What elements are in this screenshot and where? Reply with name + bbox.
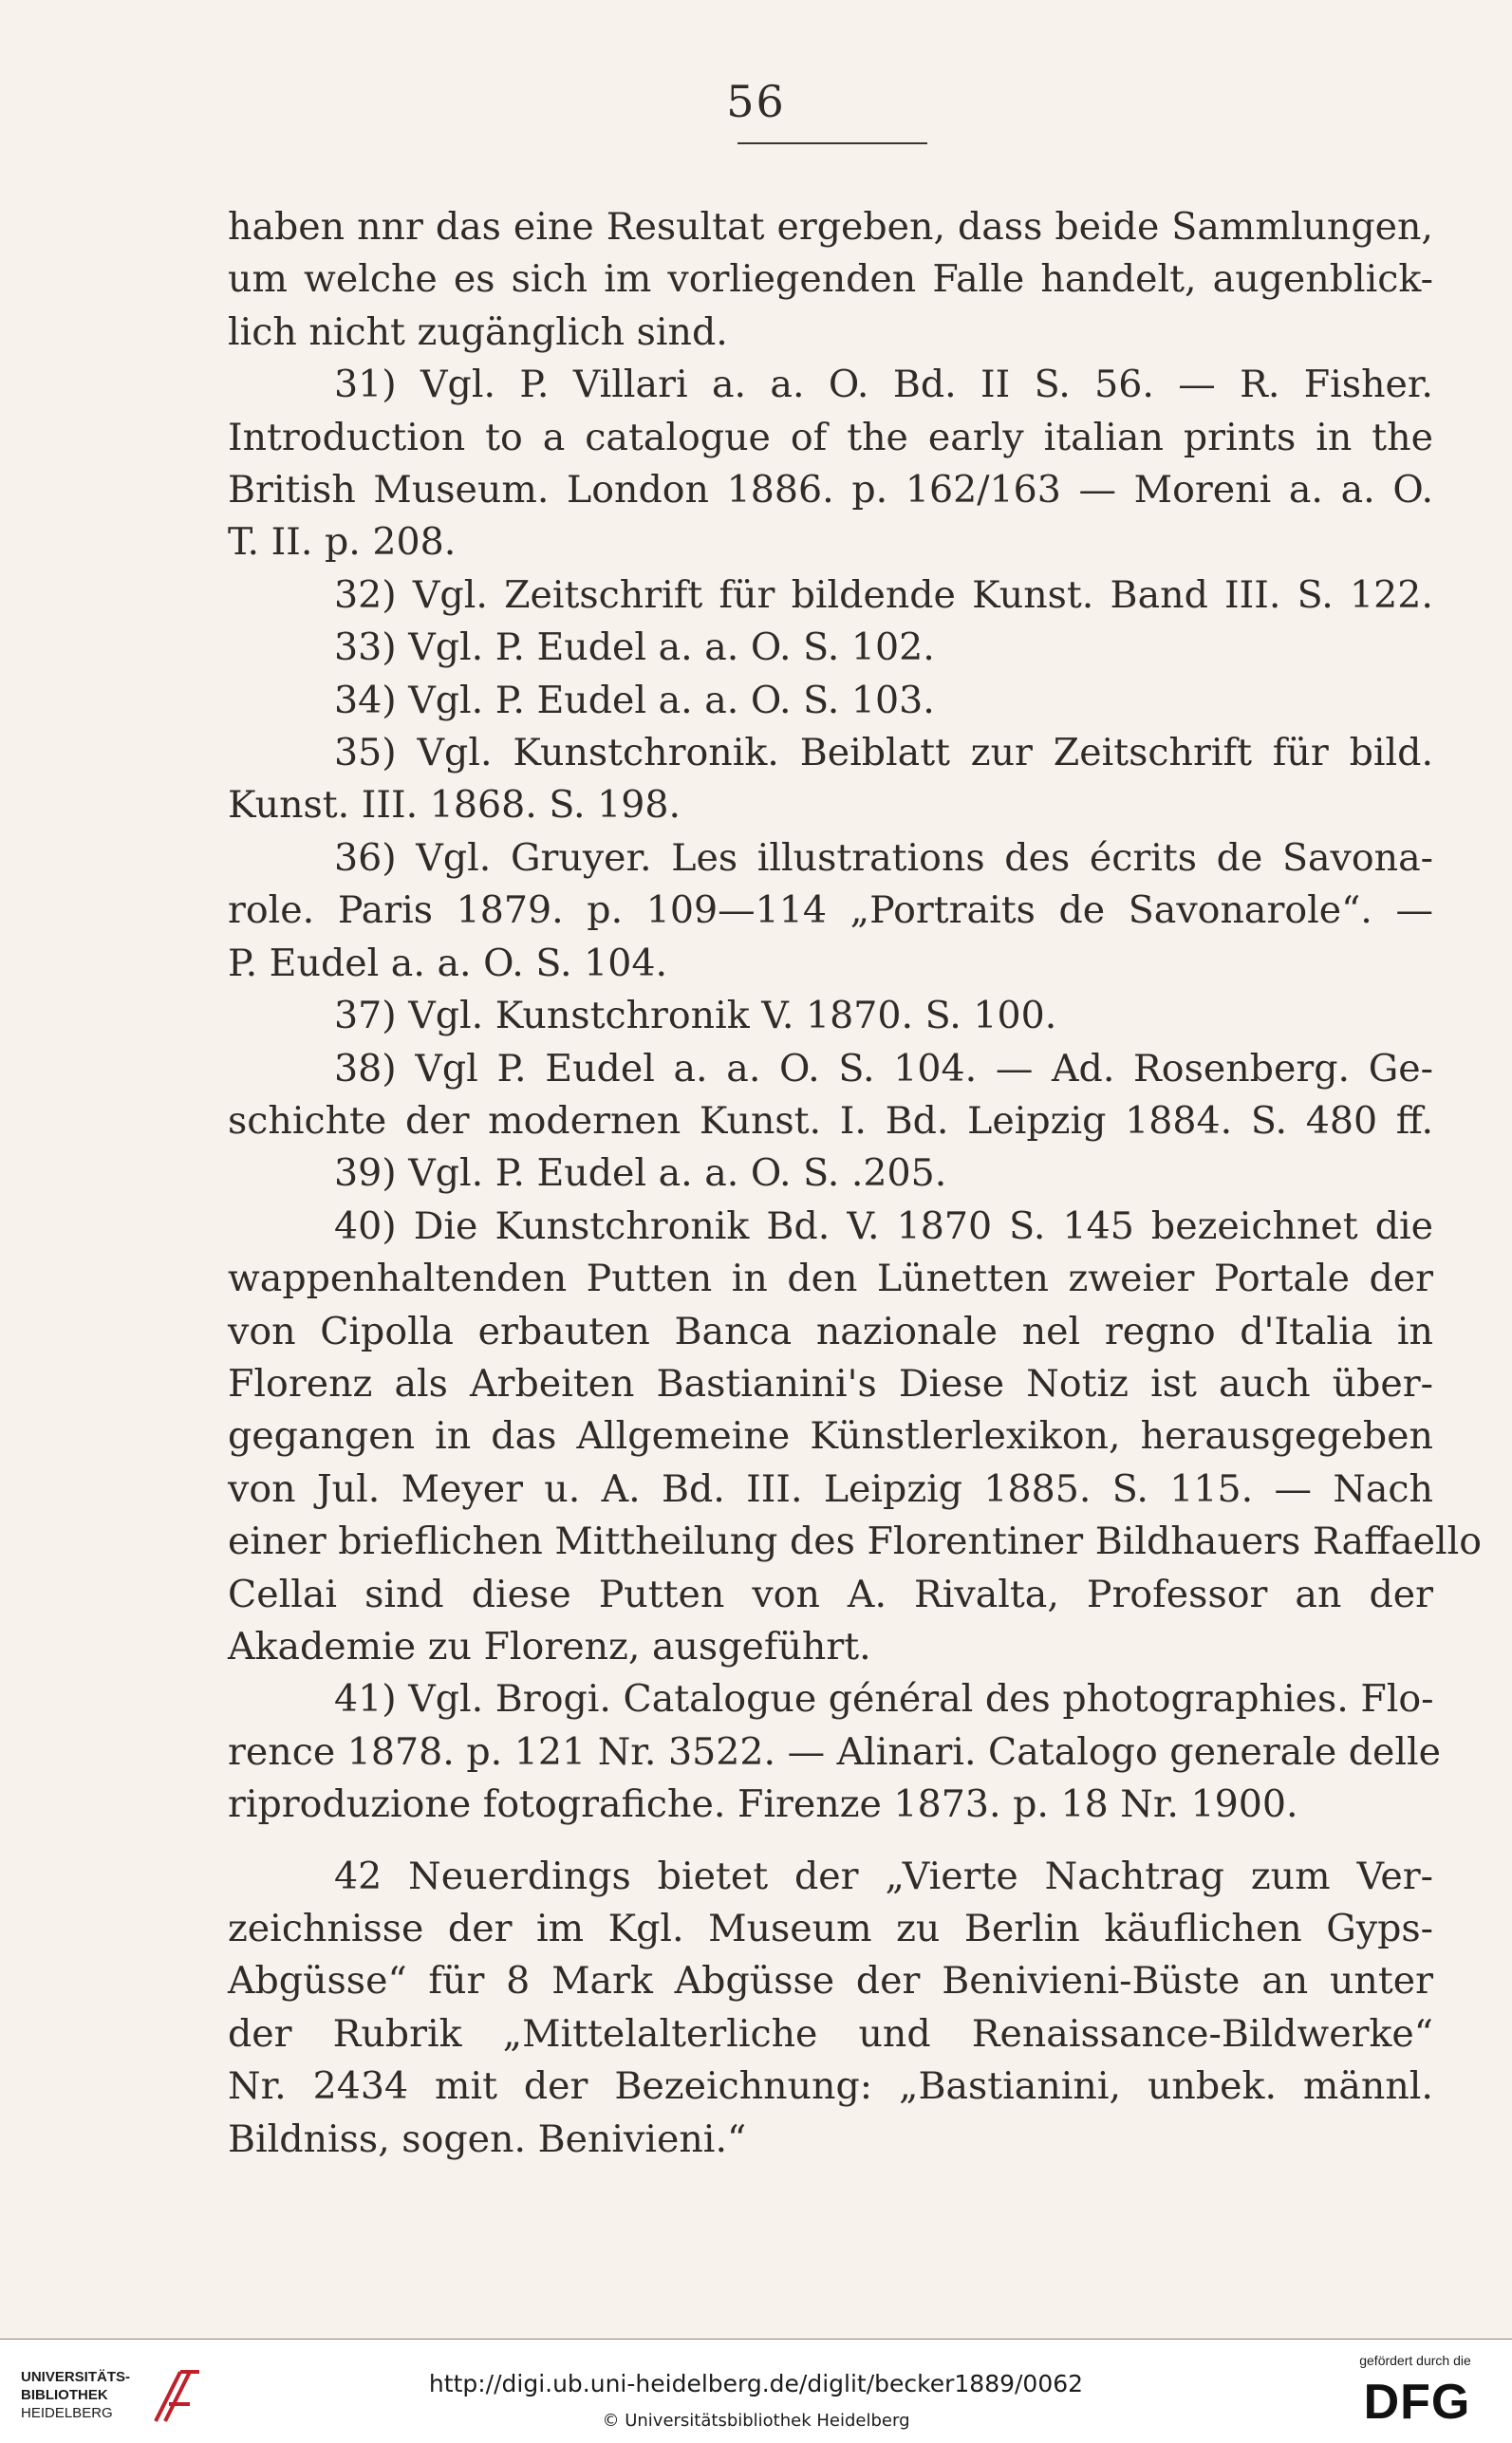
text-line: 34) Vgl. P. Eudel a. a. O. S. 103. — [334, 678, 935, 722]
text-line: British Museum. London 1886. p. 162/163 — Moreni a. a. O. — [228, 468, 1433, 513]
funding-caption: gefördert durch die — [1359, 2353, 1471, 2368]
copyright-notice: © Universitätsbibliothek Heidelberg — [602, 2411, 910, 2431]
text-line: 32) Vgl. Zeitschrift für bildende Kunst. Band III. S. 122. — [334, 572, 1433, 617]
text-line: Akademie zu Florenz, ausgeführt. — [228, 1624, 871, 1669]
text-line: 33) Vgl. P. Eudel a. a. O. S. 102. — [334, 625, 935, 670]
text-line: Kunst. III. 1868. S. 198. — [228, 783, 681, 828]
footer-bar — [0, 2340, 1512, 2443]
text-line: rence 1878. p. 121 Nr. 3522. — Alinari. Catalogo generale delle — [228, 1729, 1442, 1774]
document-url-link[interactable]: http://digi.ub.uni-heidelberg.de/diglit/becker1889/0062 — [428, 2370, 1084, 2397]
text-line: 31) Vgl. P. Villari a. a. O. Bd. II S. 56. — R. Fisher. — [334, 363, 1433, 407]
text-line: role. Paris 1879. p. 109—114 „Portraits de Savonarole“. — — [228, 888, 1433, 933]
text-line: um welche es sich im vorliegenden Falle handelt, augenblick- — [228, 257, 1433, 302]
text-line: 38) Vgl P. Eudel a. a. O. S. 104. — Ad. Rosenberg. Ge- — [334, 1046, 1433, 1091]
text-line: Bildniss, sogen. Benivieni.“ — [228, 2117, 747, 2161]
page-number: 56 — [726, 76, 786, 127]
text-line: von Cipolla erbauten Banca nazionale nel regno d'Italia in — [228, 1309, 1433, 1353]
text-line: 40) Die Kunstchronik Bd. V. 1870 S. 145 bezeichnet die — [334, 1203, 1433, 1248]
text-line: Nr. 2434 mit der Bezeichnung: „Bastianini, unbek. männl. — [228, 2064, 1433, 2109]
text-line: der Rubrik „Mittelalterliche und Renaissance-Bildwerke“ — [228, 2011, 1433, 2056]
text-line: riproduzione fotografiche. Firenze 1873. p. 18 Nr. 1900. — [228, 1782, 1298, 1827]
text-line: 41) Vgl. Brogi. Catalogue général des photographies. Flo- — [334, 1677, 1434, 1722]
dfg-logo: DFG — [1363, 2375, 1471, 2430]
text-line: haben nnr das eine Resultat ergeben, dass beide Sammlungen, — [228, 205, 1433, 249]
text-line: Florenz als Arbeiten Bastianini's Diese Notiz ist auch über- — [228, 1361, 1433, 1406]
text-line: 39) Vgl. P. Eudel a. a. O. S. .205. — [334, 1151, 947, 1196]
text-line: P. Eudel a. a. O. S. 104. — [228, 941, 668, 985]
footnote-text-block — [228, 201, 1483, 2166]
text-line: wappenhaltenden Putten in den Lünetten zweier Portale der — [228, 1257, 1433, 1301]
text-line: von Jul. Meyer u. A. Bd. III. Leipzig 1885. S. 115. — Nach — [228, 1466, 1433, 1511]
text-line: Abgüsse“ für 8 Mark Abgüsse der Benivieni-Büste an unter — [228, 1959, 1433, 2004]
text-line: schichte der modernen Kunst. I. Bd. Leipzig 1884. S. 480 ff. — [228, 1098, 1433, 1143]
text-line: zeichnisse der im Kgl. Museum zu Berlin käuflichen Gyps- — [228, 1907, 1433, 1950]
library-name-line-3: HEIDELBERG — [21, 2405, 113, 2421]
text-line: 42 Neuerdings bietet der „Vierte Nachtrag zum Ver- — [334, 1854, 1433, 1898]
text-line: 36) Vgl. Gruyer. Les illustrations des écrits de Savona- — [334, 835, 1433, 880]
text-line: Introduction to a catalogue of the early italian prints in the — [228, 415, 1433, 459]
text-line: 35) Vgl. Kunstchronik. Beiblatt zur Zeitschrift für bild. — [334, 731, 1433, 775]
text-line: T. II. p. 208. — [228, 520, 457, 565]
text-line: Cellai sind diese Putten von A. Rivalta, Professor an der — [228, 1572, 1433, 1616]
library-name-line-2: BIBLIOTHEK — [21, 2387, 108, 2403]
library-name-line-1: UNIVERSITÄTS- — [21, 2369, 131, 2385]
text-line: lich nicht zugänglich sind. — [228, 309, 728, 354]
text-line: 37) Vgl. Kunstchronik V. 1870. S. 100. — [334, 994, 1057, 1038]
dfg-funding-block[interactable] — [1346, 2353, 1498, 2434]
page-number-rule — [737, 142, 927, 144]
text-line: einer brieflichen Mittheilung des Florentiner Bildhauers Raffaello — [228, 1520, 1483, 1564]
text-line: gegangen in das Allgemeine Künstlerlexikon, herausgegeben — [228, 1414, 1433, 1459]
